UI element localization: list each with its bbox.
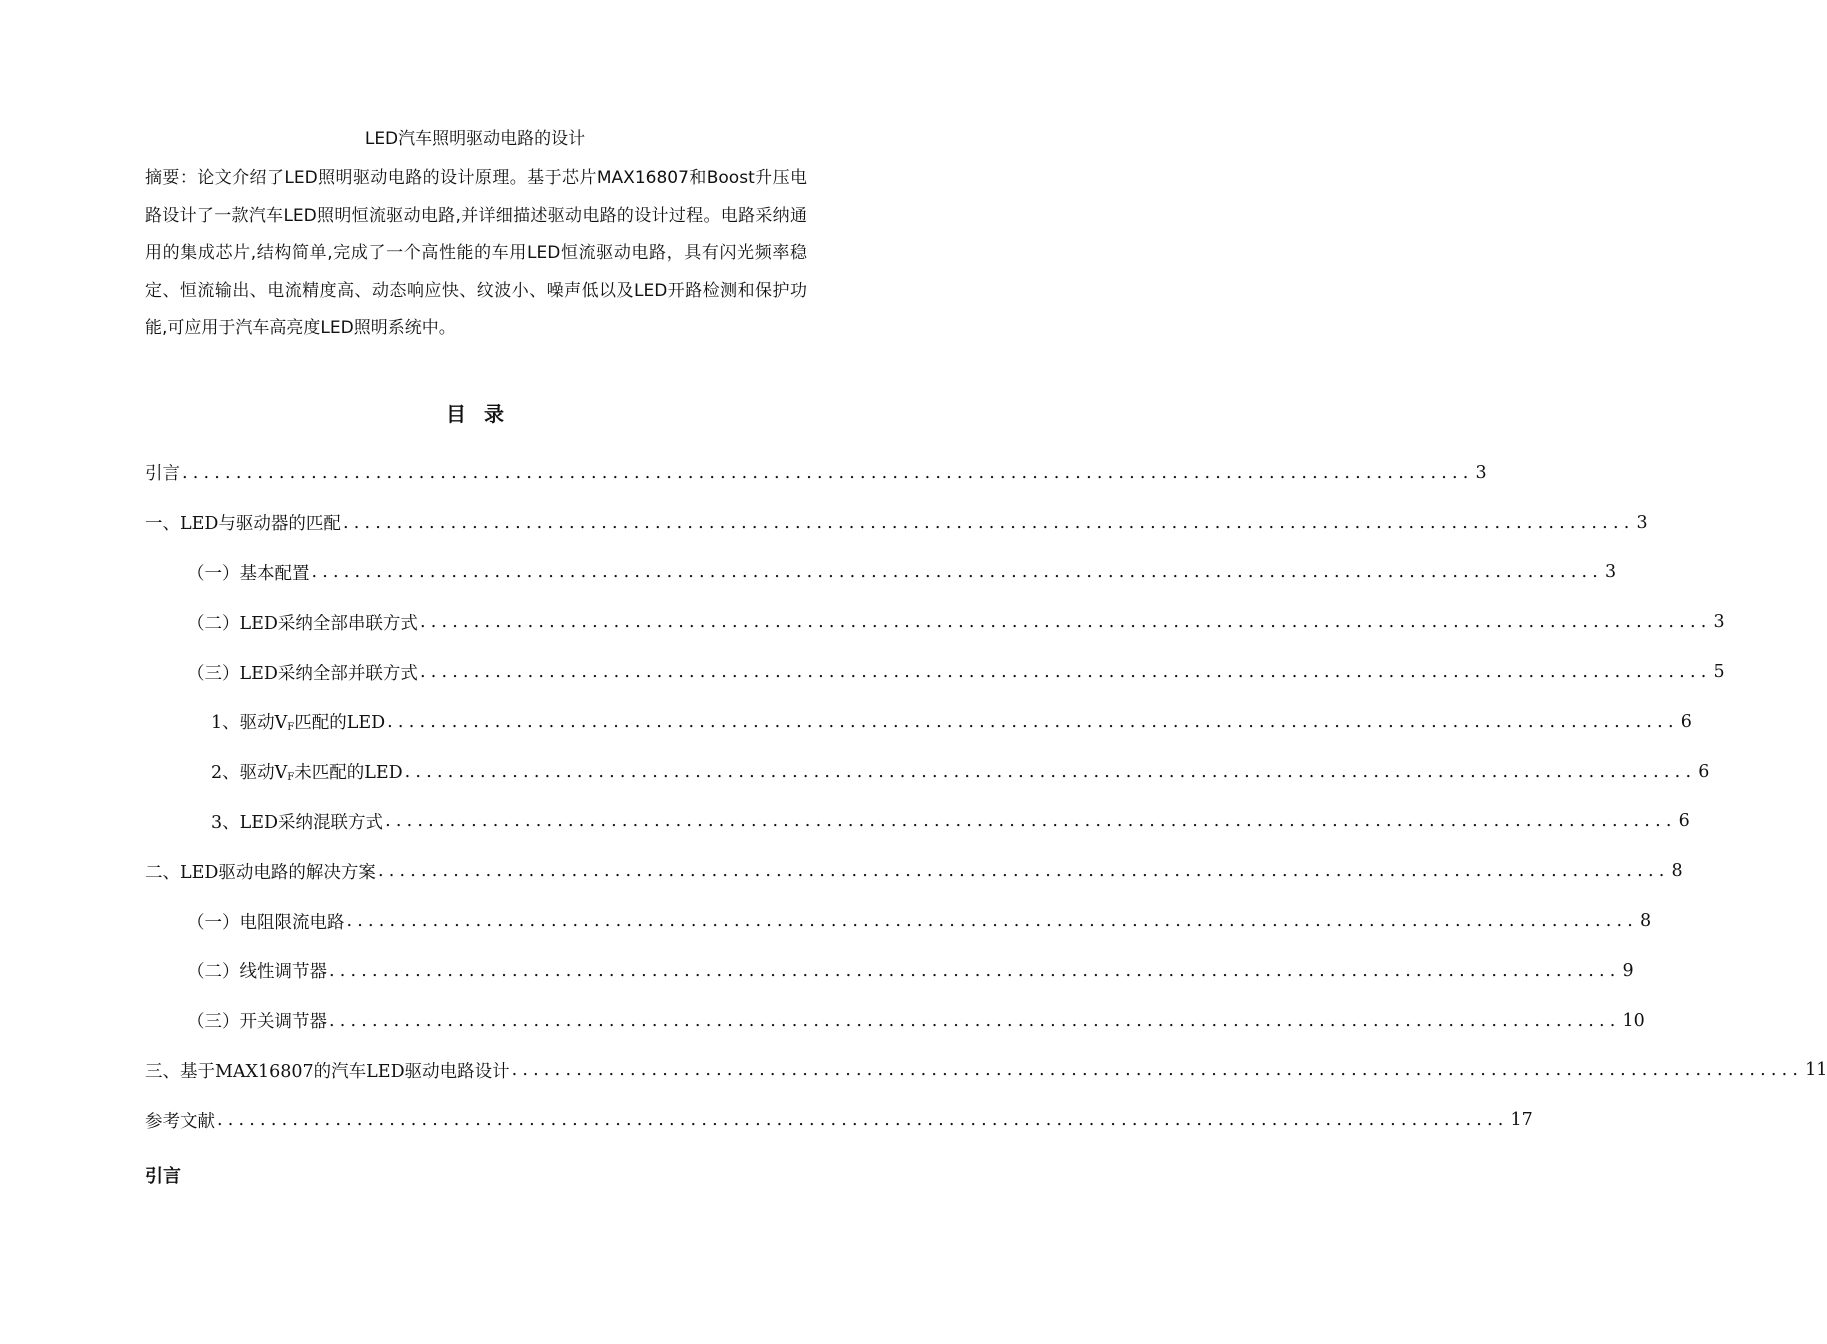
section-heading: 引言	[145, 1166, 181, 1187]
toc-leader-dots: ........................................................................................................................	[346, 911, 1639, 932]
toc-entry-label: （二）LED采纳全部串联方式	[187, 613, 418, 634]
toc-entry[interactable]	[145, 647, 1725, 697]
document-title: LED汽车照明驱动电路的设计	[364, 129, 586, 149]
toc-entry-label: （三）LED采纳全部并联方式	[187, 663, 418, 684]
toc-entry[interactable]	[145, 597, 1725, 647]
toc-entry[interactable]	[145, 448, 1487, 498]
toc-entry[interactable]	[145, 896, 1652, 946]
toc-leader-dots: ........................................................................................................................	[342, 512, 1635, 533]
toc-label-part: 1、驱动V	[211, 713, 288, 734]
toc-entry[interactable]	[145, 697, 1692, 747]
toc-leader-dots: ........................................................................................................................	[311, 562, 1604, 583]
table-of-contents	[145, 448, 1827, 1145]
toc-leader-dots: ........................................................................................................................	[404, 761, 1697, 782]
toc-entry-page: 3	[1605, 562, 1617, 583]
toc-entry-label: 引言	[145, 464, 180, 485]
toc-entry[interactable]	[145, 747, 1710, 797]
toc-entry-page: 9	[1622, 960, 1634, 981]
toc-entry-label: （一）电阻限流电路	[187, 912, 345, 933]
toc-entry-page: 6	[1680, 711, 1692, 732]
toc-leader-dots: ........................................................................................................................	[377, 861, 1670, 882]
toc-entry-label: 一、LED与驱动器的匹配	[145, 514, 341, 535]
toc-label-subscript: F	[287, 772, 295, 784]
toc-entry-label: 3、LED采纳混联方式	[211, 812, 384, 833]
toc-leader-dots: ........................................................................................................................	[511, 1060, 1804, 1081]
toc-entry-page: 3	[1636, 512, 1648, 533]
toc-entry-page: 17	[1510, 1110, 1533, 1131]
toc-label-subscript: F	[287, 722, 295, 734]
toc-entry-page: 8	[1671, 861, 1683, 882]
toc-label-part: 2、驱动V	[211, 763, 288, 784]
toc-leader-dots: ........................................................................................................................	[329, 1010, 1621, 1031]
toc-heading: 目录	[446, 402, 522, 426]
toc-entry-page: 6	[1698, 761, 1710, 782]
toc-entry-page: 3	[1713, 612, 1725, 633]
toc-leader-dots: ........................................................................................................................	[329, 960, 1621, 981]
toc-leader-dots: ........................................................................................................................	[419, 612, 1712, 633]
toc-entry-page: 5	[1713, 662, 1725, 683]
toc-entry-page: 11	[1805, 1060, 1827, 1081]
toc-entry-page: 8	[1640, 911, 1652, 932]
toc-entry[interactable]	[145, 946, 1634, 996]
toc-entry[interactable]	[145, 1095, 1533, 1145]
toc-entry[interactable]	[145, 1046, 1827, 1096]
toc-entry-label: 二、LED驱动电路的解决方案	[145, 862, 376, 883]
toc-entry[interactable]	[145, 996, 1645, 1046]
toc-entry-label: （二）线性调节器	[187, 962, 327, 983]
toc-entry-label: 参考文献	[145, 1111, 215, 1132]
toc-label-part: 未匹配的LED	[294, 763, 403, 784]
toc-entry-label: （三）开关调节器	[187, 1012, 327, 1033]
toc-entry[interactable]	[145, 498, 1648, 548]
toc-leader-dots: ........................................................................................................................	[217, 1110, 1509, 1131]
toc-leader-dots: ........................................................................................................................	[387, 711, 1679, 732]
toc-leader-dots: ........................................................................................................................	[419, 662, 1712, 683]
toc-entry-page: 10	[1622, 1010, 1645, 1031]
toc-leader-dots: ........................................................................................................................	[385, 811, 1677, 832]
toc-entry-label: （一）基本配置	[187, 563, 310, 584]
toc-leader-dots: ........................................................................................................................	[182, 462, 1474, 483]
toc-entry[interactable]	[145, 846, 1683, 896]
toc-entry-label: 三、基于MAX16807的汽车LED驱动电路设计	[145, 1061, 510, 1082]
abstract-paragraph: 摘要：论文介绍了LED照明驱动电路的设计原理。基于芯片MAX16807和Boost升压电路设计了一款汽车LED照明恒流驱动电路,并详细描述驱动电路的设计过程。电路采纳通用的集成芯片,结构简单,完成了一个高性能的车用LED恒流驱动电路，具有闪光频率稳定、恒流输出、电流精度高、动态响应快、纹波小、噪声低以及LED开路检测和保护功能,可应用于汽车高亮度LED照明系统中。	[145, 168, 807, 338]
toc-entry-label	[211, 709, 385, 734]
toc-label-part: 匹配的LED	[294, 713, 386, 734]
toc-entry-page: 3	[1475, 462, 1487, 483]
toc-entry[interactable]	[145, 797, 1690, 847]
toc-entry-page: 6	[1678, 811, 1690, 832]
toc-entry-label	[211, 759, 403, 784]
toc-entry[interactable]	[145, 548, 1617, 598]
